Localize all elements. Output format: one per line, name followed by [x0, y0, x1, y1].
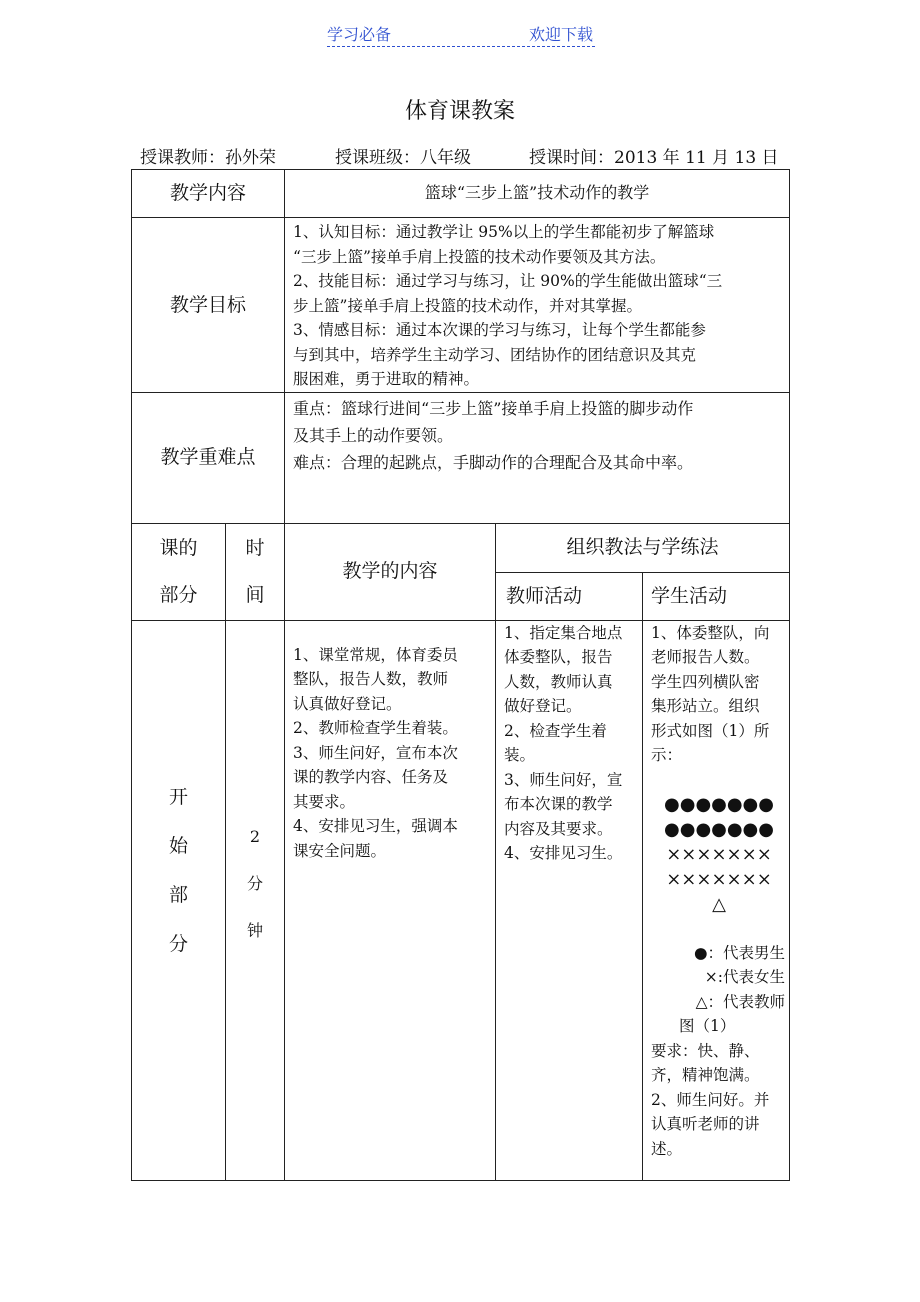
content-line: 其要求。: [293, 792, 356, 811]
goals-text: [285, 218, 790, 393]
goal-line: 与到其中，培养学生主动学习、团结协作的团结意识及其克: [293, 345, 697, 364]
content-value: 篮球“三步上篮”技术动作的教学: [285, 170, 790, 218]
teacher-line: 人数，教师认真: [504, 672, 613, 691]
teacher-line: 4、安排见习生。: [504, 844, 623, 862]
start-content: [285, 620, 496, 1180]
student-line: 集形站立。组织: [651, 697, 760, 715]
page-header: [327, 20, 595, 47]
teacher-line: 3、师生问好，宣: [504, 770, 623, 789]
formation-diagram: [651, 792, 787, 917]
content-line: 整队，报告人数，教师: [293, 670, 449, 688]
teacher-line: 做好登记。: [504, 697, 582, 715]
student-line: 认真听老师的讲: [651, 1115, 760, 1133]
formation-row-girls: ×××××××: [666, 843, 772, 865]
student-line: 示：: [651, 746, 683, 764]
student-line: 齐，精神饱满。: [651, 1066, 760, 1084]
header-left: 学习必备: [327, 25, 392, 44]
key-line: 及其手上的动作要领。: [293, 425, 454, 445]
student-line: 1、体委整队，向: [651, 623, 770, 642]
goal-line: 步上篮”接单手肩上投篮的技术动作，并对其掌握。: [293, 296, 642, 315]
legend-line: △：代表教师: [695, 992, 786, 1011]
start-student-activity: [643, 620, 790, 1180]
time-char: 2: [249, 826, 261, 846]
formation-teacher: △: [712, 893, 726, 915]
legend-line: ×:代表女生: [704, 968, 786, 986]
part-header-line: 部分: [159, 583, 198, 606]
start-part-label: [132, 620, 226, 1180]
goal-line: 1、认知目标：通过教学让 95%以上的学生都能初步了解篮球: [293, 223, 715, 241]
goal-line: 2、技能目标：通过学习与练习，让 90%的学生能做出篮球“三: [293, 272, 723, 290]
key-line: 难点：合理的起跳点，手脚动作的合理配合及其命中率。: [293, 452, 694, 472]
start-teacher-activity: [496, 620, 643, 1180]
time-char: 钟: [247, 920, 264, 940]
teacher-line: 布本次课的教学: [504, 795, 613, 813]
goal-line: 3、情感目标：通过本次课的学习与练习，让每个学生都能参: [293, 321, 706, 339]
key-text: [285, 392, 790, 523]
student-line: 学生四列横队密: [651, 672, 760, 691]
teacher-line: 内容及其要求。: [504, 819, 613, 838]
time-char: 分: [247, 873, 264, 893]
formation-row-boys: ●●●●●●●: [664, 793, 774, 815]
teacher-line: 体委整队，报告: [504, 648, 613, 666]
teacher-line: 装。: [504, 746, 536, 764]
legend-line: ●：代表男生: [693, 943, 786, 962]
teacher-line: 1、指定集合地点: [504, 623, 623, 642]
student-line: 形式如图（1）所: [651, 721, 770, 740]
goal-line: “三步上篮”接单手肩上投篮的技术动作要领及其方法。: [293, 247, 666, 266]
meta-class: 授课班级：八年级: [335, 148, 471, 168]
part-header: [132, 523, 226, 620]
formation-legend: [651, 941, 787, 1039]
time-header: [226, 523, 285, 620]
student-header: 学生活动: [643, 572, 790, 620]
teacher-line: 2、检查学生着: [504, 721, 607, 740]
time-header-line: 间: [245, 583, 265, 606]
part-char: 始: [168, 834, 188, 857]
content-line: 课的教学内容、任务及: [293, 768, 449, 786]
time-header-line: 时: [245, 536, 265, 559]
student-line: 述。: [651, 1139, 683, 1158]
content-line: 认真做好登记。: [293, 694, 402, 713]
document-title: 体育课教案: [404, 99, 515, 124]
key-line: 重点：篮球行进间“三步上篮”接单手肩上投篮的脚步动作: [293, 398, 694, 418]
content-line: 课安全问题。: [293, 841, 387, 860]
key-label: 教学重难点: [132, 392, 285, 523]
content-label: 教学内容: [132, 170, 285, 218]
part-char: 开: [168, 785, 188, 808]
part-char: 分: [168, 932, 188, 955]
content-header: 教学的内容: [285, 523, 496, 620]
part-header-line: 课的: [159, 536, 198, 559]
goals-label: 教学目标: [132, 218, 285, 393]
teacher-header: 教师活动: [496, 572, 643, 620]
meta-time: 授课时间：2013 年 11 月 13 日: [529, 148, 779, 168]
figure-caption: 图（1）: [679, 1017, 736, 1035]
student-line: 老师报告人数。: [651, 648, 760, 666]
formation-row-boys: ●●●●●●●: [664, 818, 774, 840]
lesson-plan-table: [131, 169, 790, 1181]
meta-teacher: 授课教师：孙外荣: [140, 148, 276, 168]
part-char: 部: [168, 883, 188, 906]
content-line: 3、师生问好，宣布本次: [293, 743, 458, 762]
formation-row-girls: ×××××××: [666, 868, 772, 890]
student-line: 2、师生问好。并: [651, 1090, 770, 1109]
content-line: 2、教师检查学生着装。: [293, 719, 458, 737]
student-line: 要求：快、静、: [651, 1041, 760, 1060]
content-line: 1、课堂常规，体育委员: [293, 645, 458, 664]
content-line: 4、安排见习生，强调本: [293, 817, 458, 835]
header-right: 欢迎下载: [528, 25, 593, 44]
goal-line: 服困难，勇于进取的精神。: [293, 370, 480, 388]
method-header: 组织教法与学练法: [496, 523, 790, 572]
start-time-label: [226, 620, 285, 1180]
